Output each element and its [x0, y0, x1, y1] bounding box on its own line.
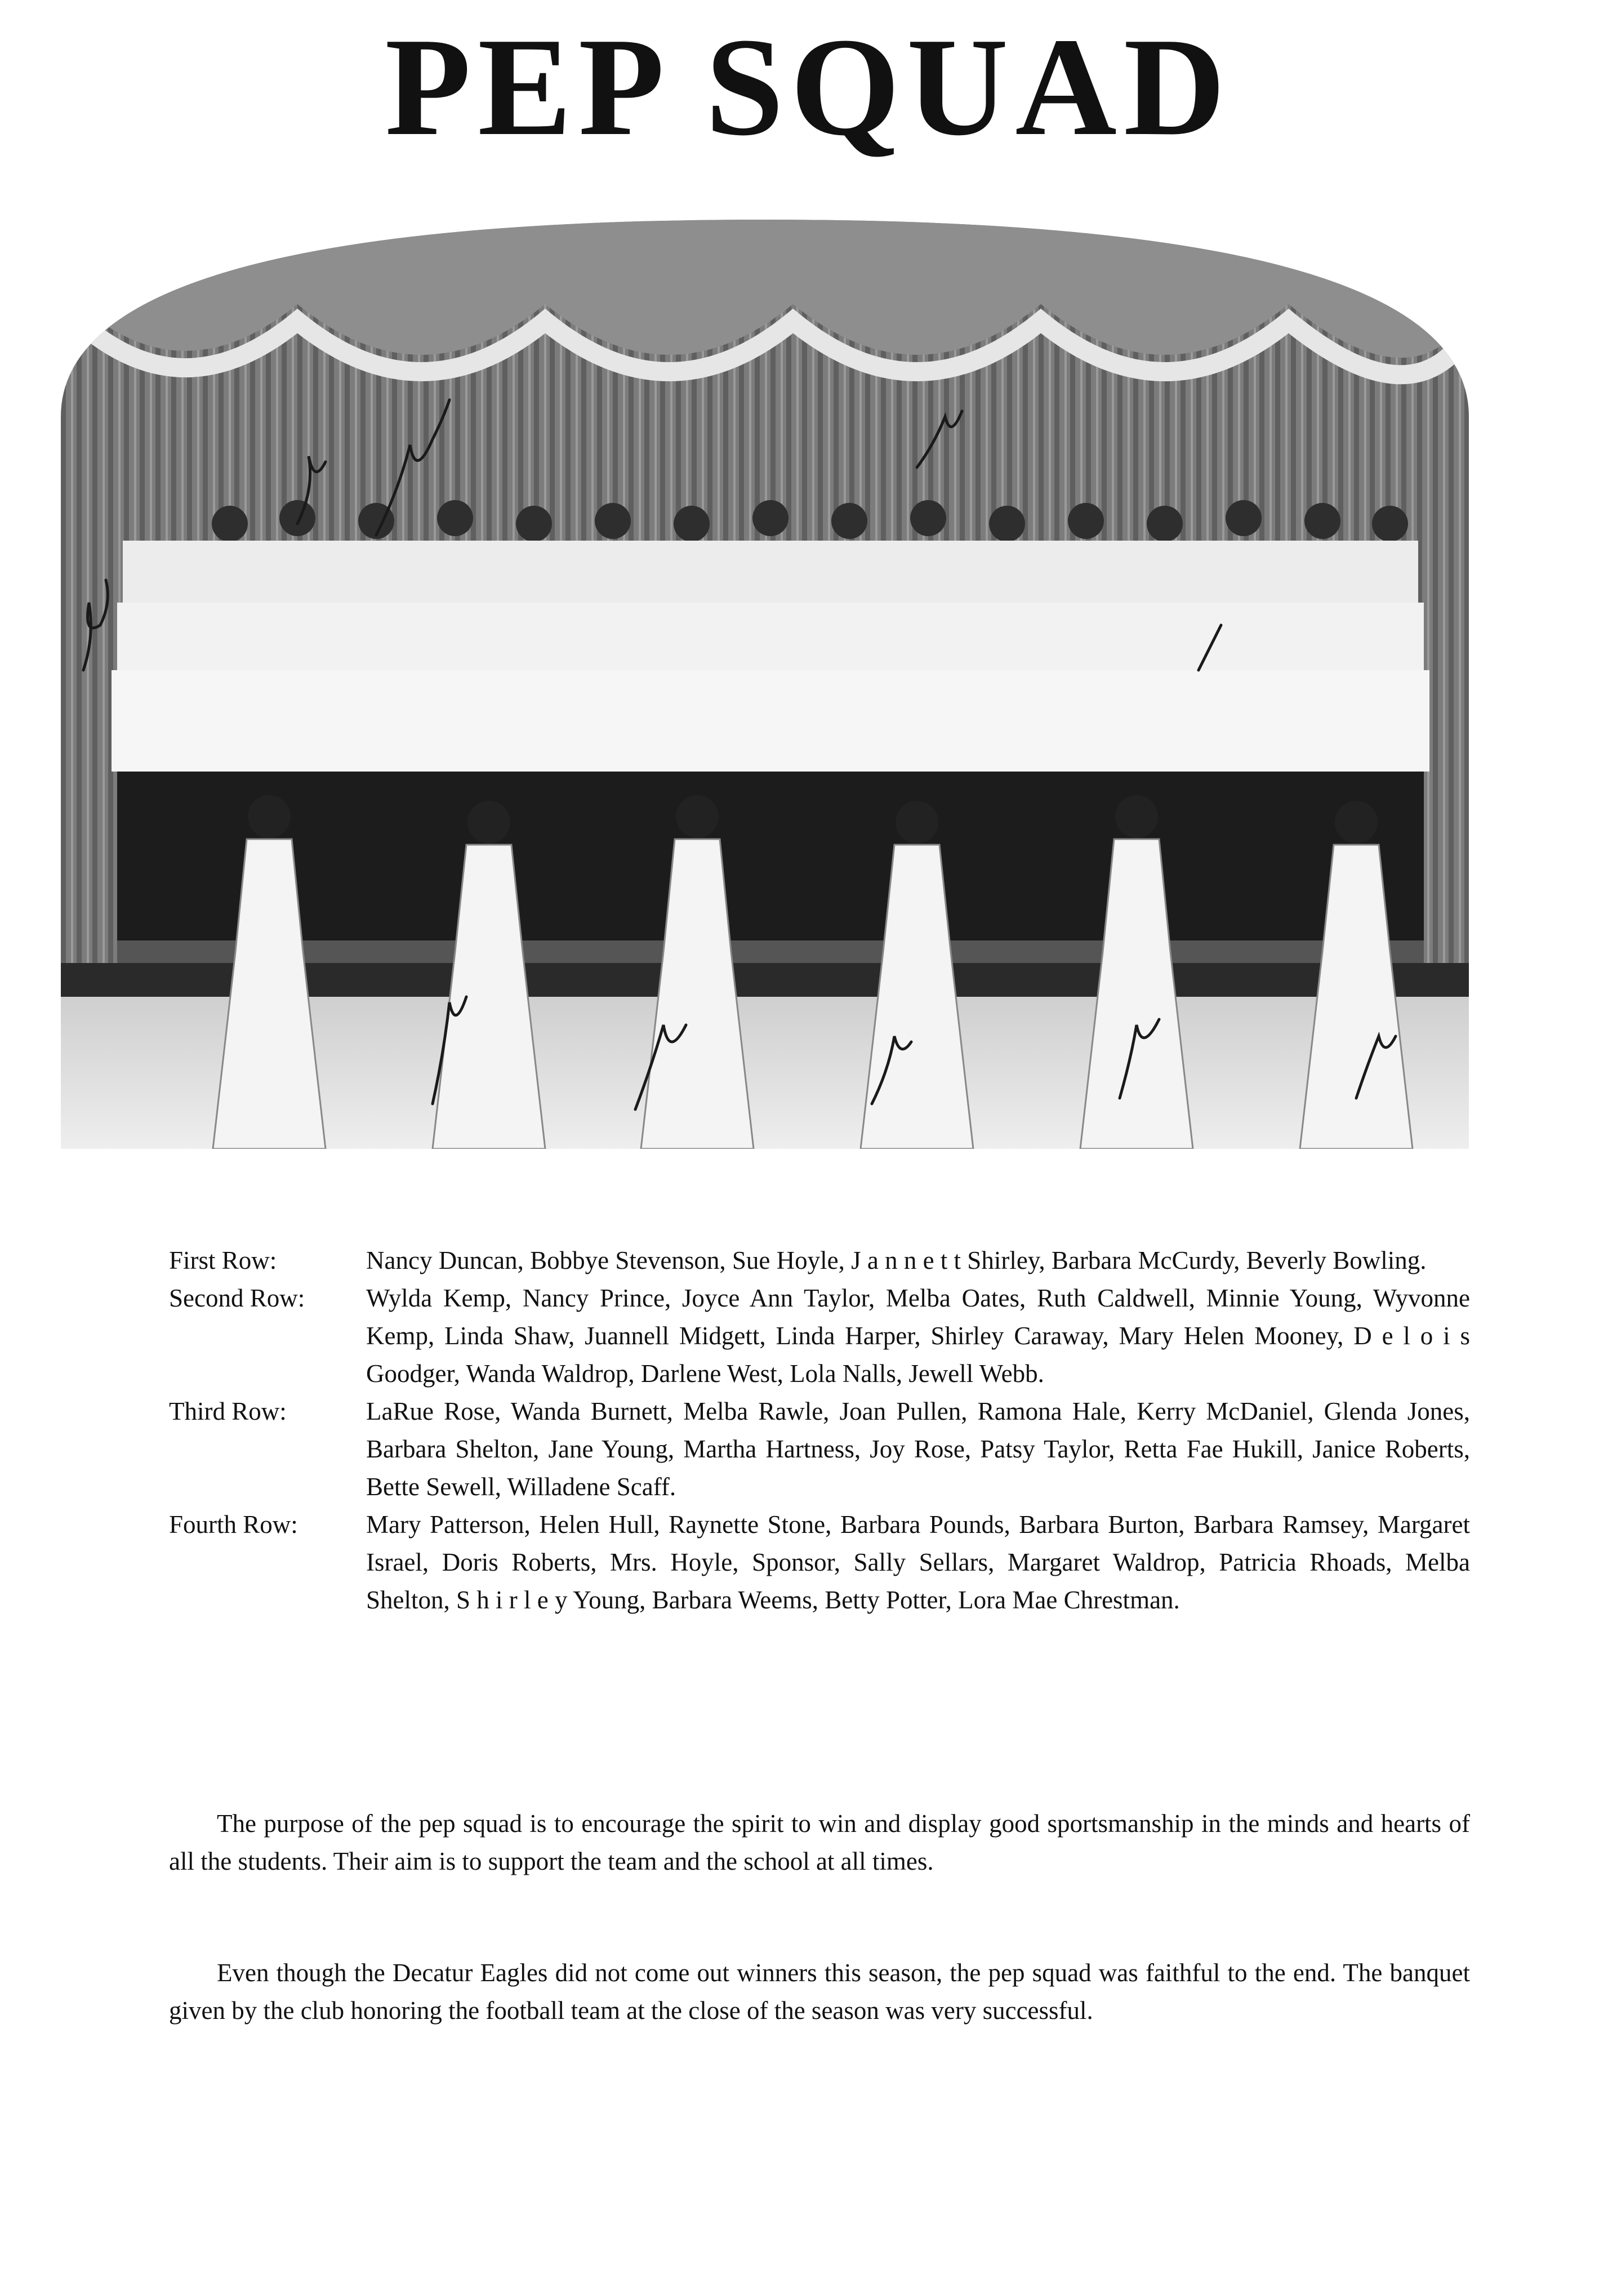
row-listing	[169, 1242, 1470, 1619]
row-entry-fourth	[169, 1506, 1470, 1619]
page-title: PEP SQUAD	[385, 9, 1232, 165]
row-label: First Row:	[169, 1246, 277, 1274]
row-label: Fourth Row:	[169, 1510, 298, 1539]
row-label: Second Row:	[169, 1284, 305, 1312]
row-entry-second	[169, 1279, 1470, 1393]
row-names: Wylda Kemp, Nancy Prince, Joyce Ann Taylor, Melba Oates, Ruth Caldwell, Minnie Young, Wyvonne Kemp, Linda Shaw, Juannell Midgett, Linda Harper, Shirley Caraway, Mary Helen Mooney, D e l o i s Goodger, Wanda Waldrop, Darlene West, Lola Nalls, Jewell Webb.	[366, 1284, 1470, 1388]
row-entry-third	[169, 1393, 1470, 1506]
row-names: Nancy Duncan, Bobbye Stevenson, Sue Hoyle, J a n n e t t Shirley, Barbara McCurdy, Beverly Bowling.	[366, 1246, 1427, 1274]
row-names: LaRue Rose, Wanda Burnett, Melba Rawle, Joan Pullen, Ramona Hale, Kerry McDaniel, Glenda Jones, Barbara Shelton, Jane Young, Martha Hartness, Joy Rose, Patsy Taylor, Retta Fae Hukill, Janice Roberts, Bette Sewell, Willadene Scaff.	[366, 1397, 1470, 1501]
group-photo	[61, 220, 1469, 1149]
row-names: Mary Patterson, Helen Hull, Raynette Stone, Barbara Pounds, Barbara Burton, Barbara Ramsey, Margaret Israel, Doris Roberts, Mrs. Hoyle, Sponsor, Sally Sellars, Margaret Waldrop, Patricia Rhoads, Melba Shelton, S h i r l e y Young, Barbara Weems, Betty Potter, Lora Mae Chrestman.	[366, 1510, 1470, 1614]
purpose-paragraph: The purpose of the pep squad is to encourage the spirit to win and display good sportsmanship in the minds and hearts of all the students. Their aim is to support the team and the school at all times.	[169, 1809, 1470, 1875]
row-entry-first	[169, 1242, 1470, 1279]
row-label: Third Row:	[169, 1397, 287, 1425]
season-paragraph: Even though the Decatur Eagles did not come out winners this season, the pep squad was faithful to the end. The banquet given by the club honoring the football team at the close of the season was very successful.	[169, 1959, 1470, 2025]
squad-members	[112, 500, 1429, 963]
